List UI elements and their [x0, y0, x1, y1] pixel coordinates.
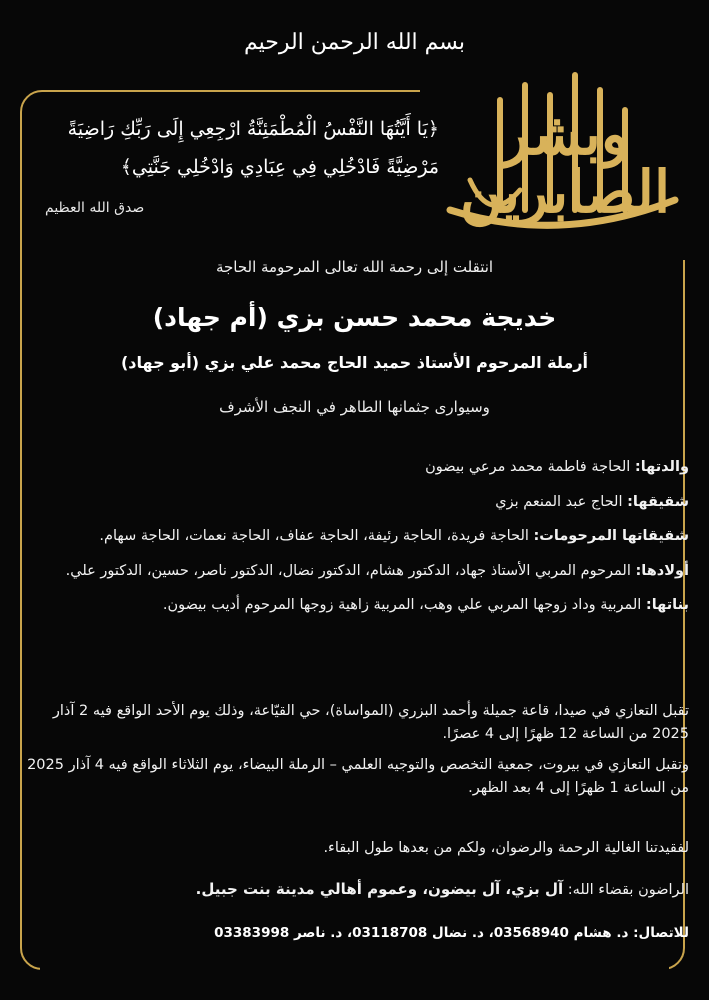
family-list: [24, 450, 689, 623]
basmala: بسم الله الرحمن الرحيم: [243, 30, 466, 55]
family-brother: شقيقها: الحاج عبد المنعم بزي: [495, 493, 689, 510]
announcement-intro: انتقلت إلى رحمة الله تعالى المرحومة الحاجة: [215, 258, 494, 276]
quran-verse: [39, 110, 439, 186]
family-sisters: شقيقاتها المرحومات: الحاجة فريدة، الحاجة رئيفة، الحاجة عفاف، الحاجة نعمات، الحاجة سهام.: [99, 528, 689, 544]
verse-closing: صدق الله العظيم: [45, 200, 145, 216]
deceased-name: خديجة محمد حسن بزي (أم جهاد): [152, 303, 557, 332]
widow-of: أرملة المرحوم الأستاذ حميد الحاج محمد علي بزي (أبو جهاد): [120, 353, 589, 372]
mourners-names: آل بزي، آل بيضون، وعموم أهالي مدينة بنت جبيل.: [195, 880, 564, 898]
condolence-saida: تقبل التعازي في صيدا، قاعة جميلة وأحمد البزري (المواساة)، حي القيّاعة، وذلك يوم الأحد الواقع فيه 2 آذار 2025 من الساعة 12 ظهرًا إلى 4 عصرًا.: [52, 703, 689, 742]
family-mother: والدتها: الحاجة فاطمة محمد مرعي بيضون: [425, 459, 689, 475]
condolence-info: [24, 700, 689, 808]
verse-line-1: ﴿يَا أَيَّتُهَا النَّفْسُ الْمُطْمَئِنَّةُ ارْجِعِي إِلَى رَبِّكِ رَاضِيَةً: [67, 118, 439, 140]
burial-note: وسيوارى جثمانها الطاهر في النجف الأشرف: [219, 398, 490, 416]
family-daughters: بناتها: المربية وداد زوجها المربي علي وهب، المربية زاهية زوجها المرحوم أديب بيضون.: [162, 597, 689, 613]
calligraphy-text: وبشر الصابرين: [459, 100, 671, 226]
condolence-beirut: وتقبل التعازي في بيروت، جمعية التخصص والتوجيه العلمي – الرملة البيضاء، يوم الثلاثاء الواقع فيه 4 آذار 2025 من الساعة 1 ظهرًا إلى 4 بعد الظهر.: [27, 757, 689, 796]
family-sons: أولادها: المرحوم المربي الأستاذ جهاد، الدكتور هشام، الدكتور نضال، الدكتور ناصر، حسين، الدكتور علي.: [65, 562, 689, 579]
mourners-line: [24, 880, 689, 898]
mourners-prefix: الراضون بقضاء الله:: [563, 882, 689, 898]
prayer-line: لفقيدتنا الغالية الرحمة والرضوان، ولكم من بعدها طول البقاء.: [323, 840, 689, 856]
verse-line-2: مَرْضِيَّةً فَادْخُلِي فِي عِبَادِي وَادْخُلِي جَنَّتِي﴾: [120, 156, 439, 178]
contact-line: للاتصال: د. هشام 03568940، د. نضال 03118708، د. ناصر 03383998: [214, 925, 689, 941]
